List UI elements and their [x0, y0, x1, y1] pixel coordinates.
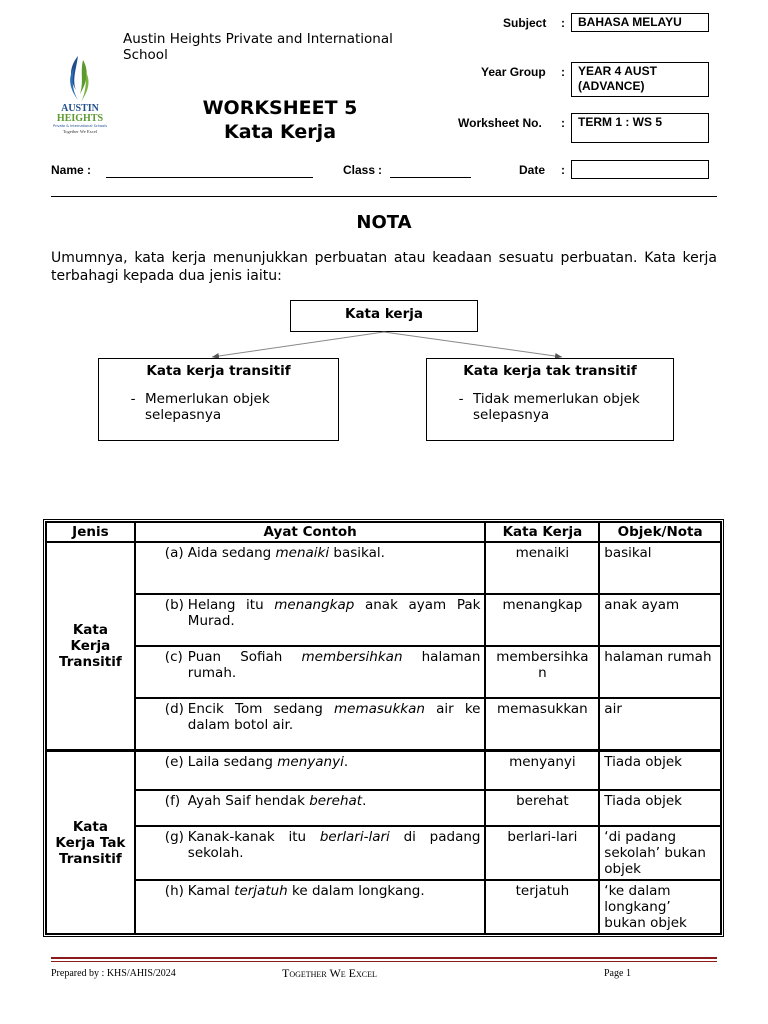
tak-transitif-title: Kata kerja tak transitif	[463, 363, 637, 379]
subject-field[interactable]: BAHASA MELAYU	[571, 13, 709, 32]
ayat-number: (a)	[164, 545, 184, 561]
objek-cell: Tiada objek	[599, 750, 721, 790]
kata-kerja-cell: berehat	[485, 790, 599, 826]
kata-kerja-cell: membersihkan	[485, 646, 599, 698]
kata-kerja-cell: terjatuh	[485, 880, 599, 934]
year-group-line2: (ADVANCE)	[578, 79, 645, 93]
arrow-right	[384, 332, 562, 357]
header-ayat-contoh: Ayat Contoh	[135, 522, 486, 542]
objek-cell: anak ayam	[599, 594, 721, 646]
table-row	[46, 790, 721, 826]
transitif-box	[98, 358, 339, 441]
ayat-verb: berlari-lari	[319, 829, 390, 845]
footer-motto: Together We Excel	[282, 966, 377, 980]
ayat-cell	[135, 698, 486, 750]
ayat-text: Encik Tom sedang	[187, 701, 334, 717]
ayat-verb: menangkap	[274, 597, 355, 613]
class-colon: :	[378, 163, 382, 177]
ayat-text: ke dalam longkang.	[287, 883, 425, 899]
table-row	[46, 880, 721, 934]
year-group-label: Year Group	[481, 65, 546, 79]
ayat-number: (b)	[164, 597, 184, 613]
logo-text-heights: HEIGHTS	[56, 113, 104, 124]
kata-kerja-cell: menangkap	[485, 594, 599, 646]
table-row	[46, 750, 721, 790]
objek-cell: ‘di padang sekolah’ bukan objek	[599, 826, 721, 880]
worksheet-no-colon: :	[561, 116, 565, 130]
table-row	[46, 698, 721, 750]
ayat-cell	[135, 646, 486, 698]
kata-kerja-cell: berlari-lari	[485, 826, 599, 880]
ayat-number: (h)	[164, 883, 184, 899]
kata-kerja-cell: menaiki	[485, 542, 599, 594]
ayat-verb: memasukkan	[334, 701, 425, 717]
prepared-by: Prepared by : KHS/AHIS/2024	[51, 968, 176, 979]
ayat-text: Ayah Saif hendak	[187, 793, 310, 809]
footer-rule-thick	[51, 957, 717, 959]
ayat-verb: menaiki	[275, 545, 330, 561]
jenis-tak-transitif: Kata Kerja Tak Transitif	[46, 750, 135, 934]
table-row	[46, 594, 721, 646]
ayat-text: Puan Sofiah	[187, 649, 302, 665]
nota-intro: Umumnya, kata kerja menunjukkan perbuatan atau keadaan sesuatu perbuatan. Kata kerja terbahagi kepada dua jenis iaitu:	[51, 250, 717, 284]
ayat-text: .	[343, 754, 349, 770]
ayat-verb: menyanyi	[277, 754, 344, 770]
table-row	[46, 826, 721, 880]
ayat-text: basikal.	[329, 545, 385, 561]
ayat-verb: membersihkan	[301, 649, 403, 665]
subject-label: Subject	[503, 16, 547, 30]
arrow-left	[212, 332, 384, 357]
worksheet-topic-title: Kata Kerja	[223, 121, 337, 143]
page-number: Page 1	[604, 968, 631, 979]
jenis-transitif: Kata Kerja Transitif	[46, 542, 135, 750]
objek-cell: halaman rumah	[599, 646, 721, 698]
date-colon: :	[561, 163, 565, 177]
year-group-colon: :	[561, 65, 565, 79]
ayat-cell	[135, 790, 486, 826]
ayat-text: halaman rumah.	[187, 649, 481, 681]
ayat-text: Laila sedang	[187, 754, 278, 770]
school-name: Austin Heights Private and International School	[123, 31, 393, 63]
ayat-number: (c)	[164, 649, 183, 665]
ayat-text: .	[362, 793, 367, 809]
table-row	[46, 542, 721, 594]
tak-transitif-desc: Tidak memerlukan objek selepasnya	[473, 391, 640, 423]
objek-cell: Tiada objek	[599, 790, 721, 826]
ayat-text: Kanak-kanak itu	[187, 829, 320, 845]
objek-cell: air	[599, 698, 721, 750]
header-jenis: Jenis	[46, 522, 135, 542]
header-objek-nota: Objek/Nota	[599, 522, 721, 542]
kata-kerja-cell: menyanyi	[485, 750, 599, 790]
objek-cell: basikal	[599, 542, 721, 594]
ayat-verb: terjatuh	[234, 883, 288, 899]
class-label: Class	[343, 163, 376, 177]
worksheet-no-label: Worksheet No.	[458, 116, 542, 130]
ayat-cell	[135, 880, 486, 934]
year-group-line1: YEAR 4 AUST	[578, 64, 657, 78]
tak-transitif-bullet: -	[458, 391, 464, 407]
ayat-text: Aida sedang	[187, 545, 276, 561]
subject-colon: :	[561, 16, 565, 30]
ayat-text: Helang itu	[187, 597, 275, 613]
logo-text-motto: Together We Excel	[62, 129, 98, 134]
worksheet-number-title: WORKSHEET 5	[202, 97, 358, 119]
nota-heading: NOTA	[356, 212, 412, 233]
ayat-cell	[135, 542, 486, 594]
logo-text-austin: AUSTIN	[61, 103, 99, 114]
worksheet-no-field[interactable]: TERM 1 : WS 5	[571, 113, 709, 143]
ayat-number: (g)	[164, 829, 184, 845]
transitif-title: Kata kerja transitif	[146, 363, 291, 379]
ayat-text: air ke dalam botol air.	[187, 701, 481, 733]
ayat-cell	[135, 594, 486, 646]
ayat-number: (e)	[164, 754, 184, 770]
date-label: Date	[519, 163, 546, 177]
kata-kerja-table	[43, 519, 724, 937]
ayat-number: (f)	[164, 793, 181, 809]
table-header-row	[46, 522, 721, 542]
table-row	[46, 646, 721, 698]
footer-rule-thin	[51, 961, 717, 962]
diagram-root-label: Kata kerja	[344, 306, 423, 322]
name-label: Name :	[51, 163, 92, 177]
ayat-verb: berehat	[309, 793, 363, 809]
ayat-text: anak ayam Pak Murad.	[187, 597, 481, 629]
ayat-number: (d)	[164, 701, 184, 717]
header-kata-kerja: Kata Kerja	[485, 522, 599, 542]
tak-transitif-box	[426, 358, 674, 441]
kata-kerja-cell: memasukkan	[485, 698, 599, 750]
transitif-bullet: -	[130, 391, 136, 407]
transitif-desc: Memerlukan objek selepasnya	[145, 391, 270, 423]
objek-cell: ‘ke dalam longkang’ bukan objek	[599, 880, 721, 934]
ayat-text: Kamal	[187, 883, 235, 899]
ayat-cell	[135, 826, 486, 880]
ayat-cell	[135, 750, 486, 790]
ayat-text: di padang sekolah.	[187, 829, 481, 861]
logo-text-subtitle: Private & International Schools	[52, 124, 108, 128]
